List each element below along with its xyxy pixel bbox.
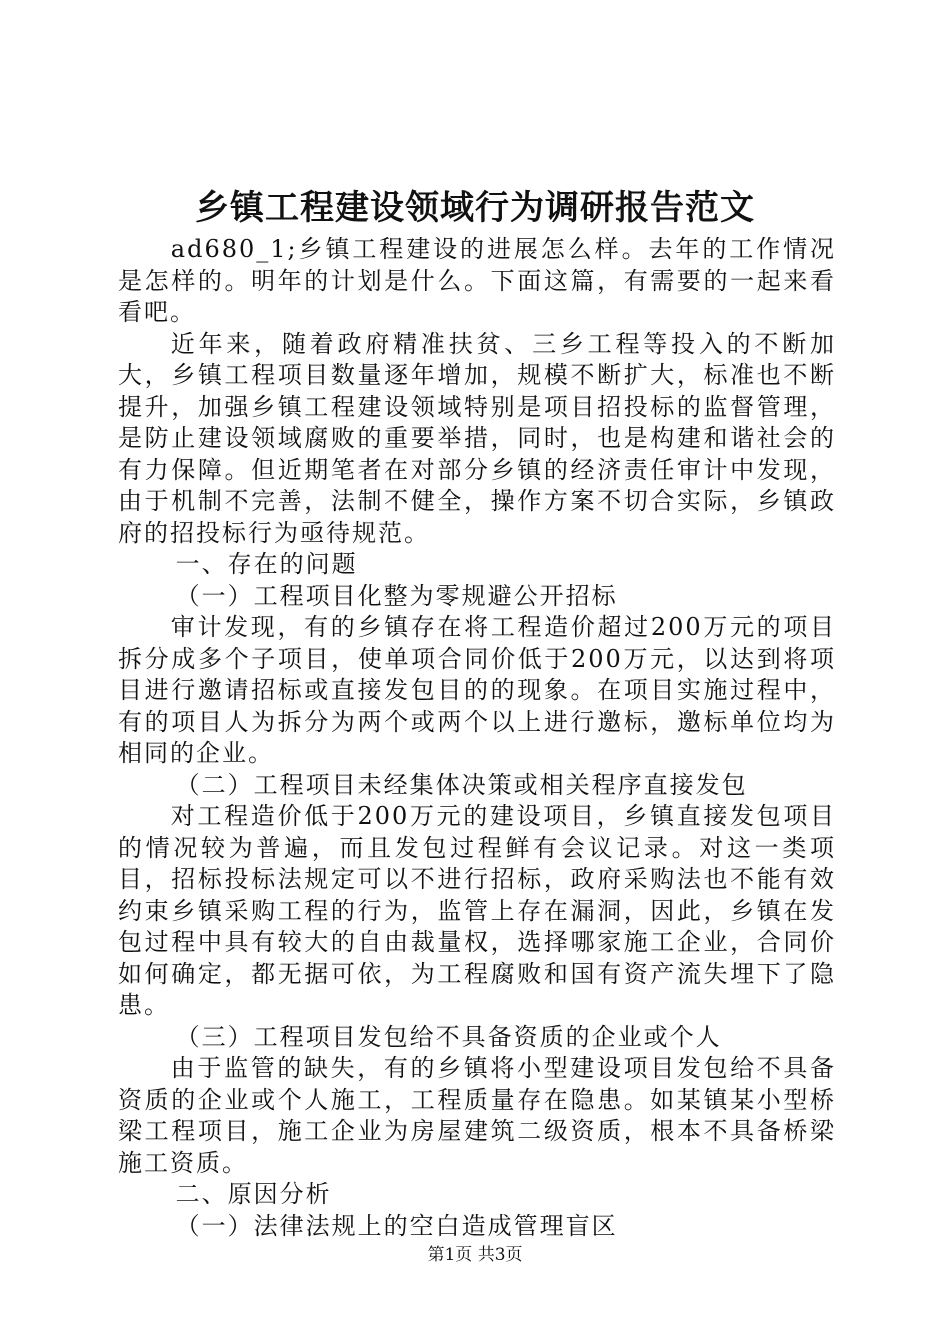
body-paragraph: 审计发现，有的乡镇存在将工程造价超过200万元的项目拆分成多个子项目，使单项合同价低于200万元，以达到将项目进行邀请招标或直接发包目的的现象。在项目实施过程中，有的项目人为拆分为两个或两个以上进行邀标，邀标单位均为相同的企业。 bbox=[118, 613, 836, 767]
document-title: 乡镇工程建设领域行为调研报告范文 bbox=[195, 188, 755, 228]
section-heading-problems: 一、存在的问题 bbox=[175, 550, 358, 578]
subsection-heading-3: （三）工程项目发包给不具备资质的企业或个人 bbox=[175, 1022, 722, 1051]
body-paragraph: 对工程造价低于200万元的建设项目，乡镇直接发包项目的情况较为普遍，而且发包过程鲜有会议记录。对这一类项目，招标投标法规定可以不进行招标，政府采购法也不能有效约束乡镇采购工程的行为，监管上存在漏洞，因此，乡镇在发包过程中具有较大的自由裁量权，选择哪家施工企业，合同价如何确定，都无据可依，为工程腐败和国有资产流失埋下了隐患。 bbox=[118, 802, 836, 1019]
intro-paragraph: ad680_1;乡镇工程建设的进展怎么样。去年的工作情况是怎样的。明年的计划是什么。下面这篇，有需要的一起来看看吧。 bbox=[118, 235, 836, 326]
page-number-footer: 第1页 共3页 bbox=[427, 1245, 523, 1265]
section-heading-causes: 二、原因分析 bbox=[175, 1180, 332, 1208]
subsection-heading-causes-1: （一）法律法规上的空白造成管理盲区 bbox=[175, 1211, 618, 1240]
background-paragraph: 近年来，随着政府精准扶贫、三乡工程等投入的不断加大，乡镇工程项目数量逐年增加，规模不断扩大，标准也不断提升，加强乡镇工程建设领域特别是项目招投标的监督管理，是防止建设领域腐败的重要举措，同时，也是构建和谐社会的有力保障。但近期笔者在对部分乡镇的经济责任审计中发现，由于机制不完善，法制不健全，操作方案不切合实际，乡镇政府的招投标行为亟待规范。 bbox=[118, 329, 836, 547]
subsection-heading-1: （一）工程项目化整为零规避公开招标 bbox=[175, 581, 618, 610]
subsection-heading-2: （二）工程项目未经集体决策或相关程序直接发包 bbox=[175, 770, 748, 799]
document-body bbox=[118, 234, 836, 1242]
body-paragraph: 由于监管的缺失，有的乡镇将小型建设项目发包给不具备资质的企业或个人施工，工程质量存在隐患。如某镇某小型桥梁工程项目，施工企业为房屋建筑二级资质，根本不具备桥梁施工资质。 bbox=[118, 1054, 836, 1177]
